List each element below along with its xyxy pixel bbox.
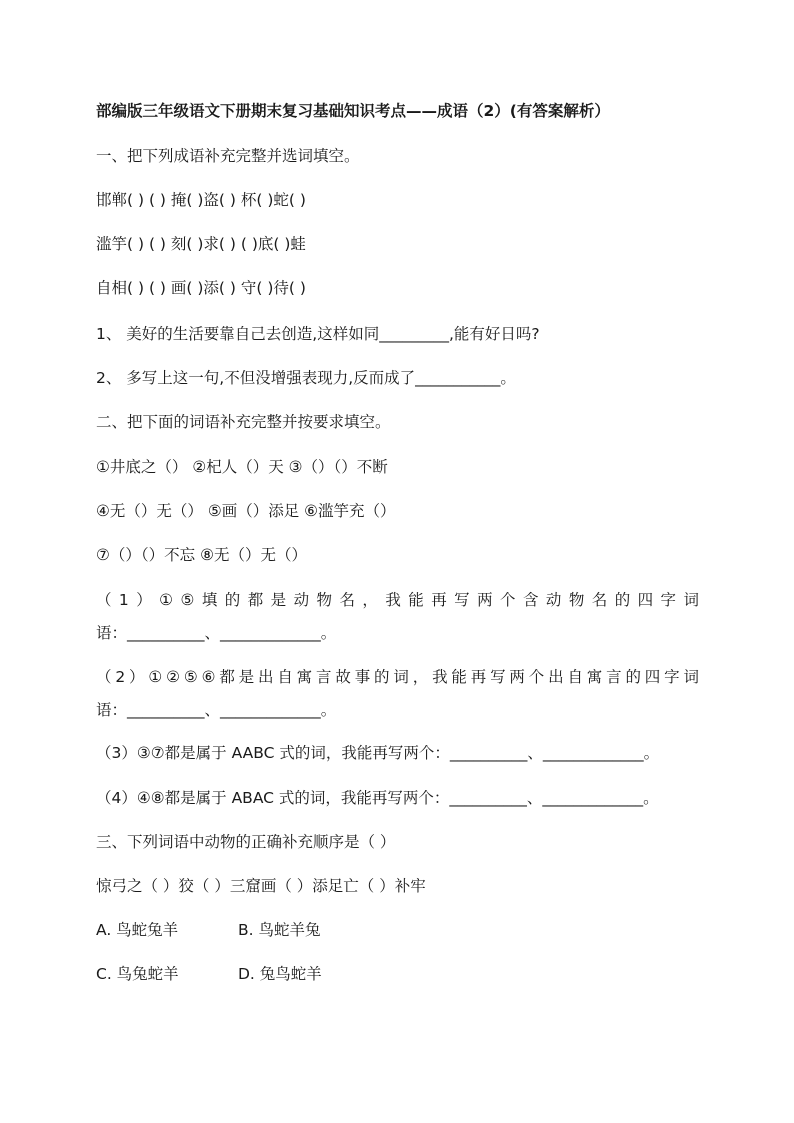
fill-question-1: 1、 美好的生活要靠自己去创造,这样如同_________,能有好日吗?	[96, 325, 540, 343]
word-row-2: ④无（）无（） ⑤画（）添足 ⑥滥竽充（）	[96, 502, 396, 520]
sub-question-1-line-1: （1）①⑤填的都是动物名，我能再写两个含动物名的四字词	[96, 591, 700, 609]
fill-question-2: 2、 多写上这一句,不但没增强表现力,反而成了___________。	[96, 369, 516, 387]
word-row-1: ①井底之（） ②杞人（）天 ③（）（）不断	[96, 458, 388, 476]
option-b: B. 鸟蛇羊兔	[238, 921, 321, 939]
section1-heading: 一、把下列成语补充完整并选词填空。	[96, 147, 360, 165]
document-title: 部编版三年级语文下册期末复习基础知识考点——成语（2）(有答案解析）	[96, 102, 610, 120]
section3-heading: 三、下列词语中动物的正确补充顺序是（ ）	[96, 833, 396, 851]
idiom-row-3: 自相( ) ( ) 画( )添( ) 守( )待( )	[96, 279, 306, 297]
idiom-row-2: 滥竽( ) ( ) 刻( )求( ) ( )底( )蛙	[96, 235, 306, 253]
idiom-row-1: 邯郸( ) ( ) 掩( )盗( ) 杯( )蛇( )	[96, 191, 306, 209]
sub-question-3: （3）③⑦都是属于 AABC 式的词，我能再写两个：__________、_____________。	[96, 744, 660, 762]
option-d: D. 兔鸟蛇羊	[238, 965, 322, 983]
option-a: A. 鸟蛇兔羊	[96, 921, 179, 939]
sub-question-1-line-2: 语：__________、_____________。	[96, 624, 337, 642]
option-c: C. 鸟兔蛇羊	[96, 965, 179, 983]
animal-idiom-row: 惊弓之（ ）狡（ ）三窟画（ ）添足亡（ ）补牢	[96, 877, 426, 895]
sub-question-2-line-1: （2）①②⑤⑥都是出自寓言故事的词，我能再写两个出自寓言的四字词	[96, 668, 700, 686]
section2-heading: 二、把下面的词语补充完整并按要求填空。	[96, 413, 391, 431]
word-row-3: ⑦（）（）不忘 ⑧无（）无（）	[96, 546, 307, 564]
sub-question-2-line-2: 语：__________、_____________。	[96, 701, 337, 719]
sub-question-4: （4）④⑧都是属于 ABAC 式的词，我能再写两个：__________、_____________。	[96, 789, 659, 807]
